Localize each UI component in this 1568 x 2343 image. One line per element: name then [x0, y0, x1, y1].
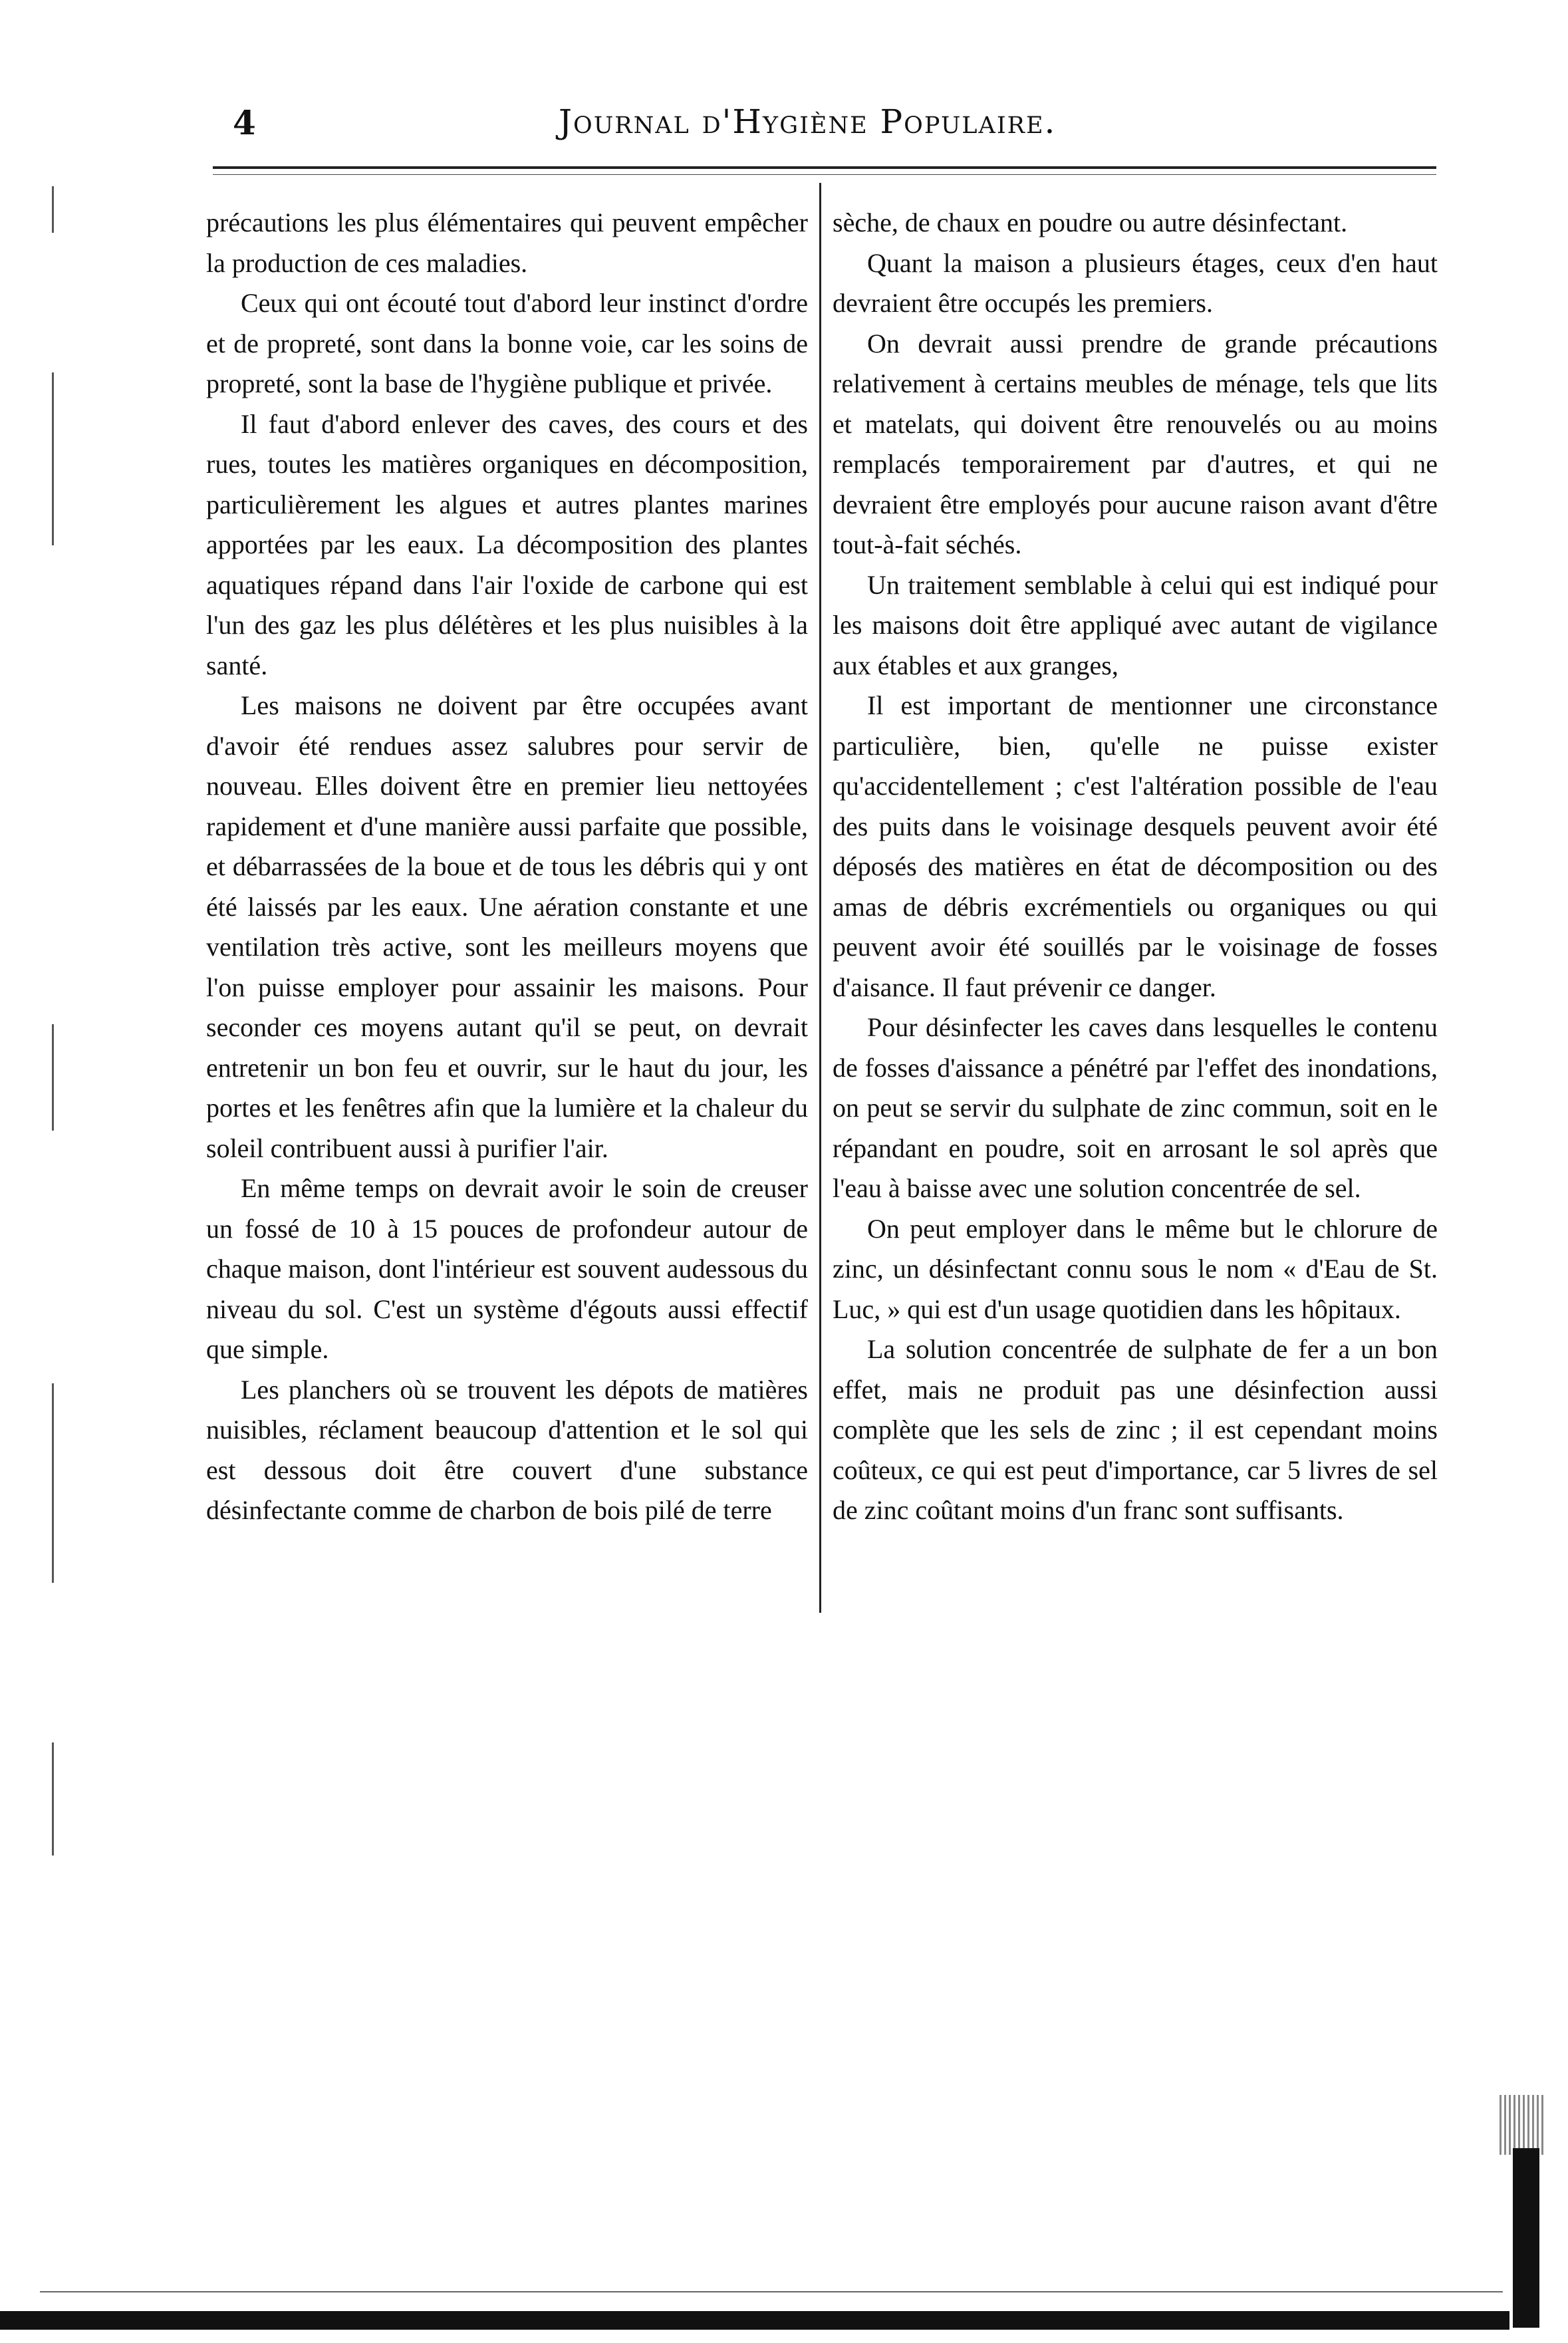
paragraph: Il faut d'abord enlever des caves, des cours et des rues, toutes les matières organiques en décomposition, particulièrement les algues et autres plantes marines apportées par les eaux. La décomposition des plantes aquatiques répand dans l'air l'oxide de carbone qui est l'un des gaz les plus délétères et les plus nuisibles à la santé. — [206, 408, 808, 680]
bottom-rule — [0, 2311, 1509, 2330]
paragraph: Ceux qui ont écouté tout d'abord leur instinct d'ordre et de propreté, sont dans la bonne voie, car les soins de propreté, sont la base de l'hygiène publique et privée. — [206, 288, 808, 398]
paragraph: En même temps on devrait avoir le soin de creuser un fossé de 10 à 15 pouces de profondeur autour de chaque maison, dont l'intérieur est souvent audessous du niveau du sol. C'est un système d'égouts aussi effectif que simple. — [206, 1173, 808, 1364]
paragraph: La solution concentrée de sulphate de fer a un bon effet, mais ne produit pas une désinfection aussi complète que les sels de zinc ; il est cependant moins coûteux, ce qui est peut d'importance, car 5 livres de sel de zinc coûtant moins d'un franc sont suffisants. — [833, 1334, 1438, 1525]
right-column — [833, 203, 1438, 1531]
header-rule — [213, 166, 1436, 169]
bottom-rule-thin — [40, 2291, 1503, 2292]
column-divider — [819, 183, 821, 1613]
paragraph: précautions les plus élémentaires qui peuvent empêcher la production de ces maladies. — [206, 207, 808, 278]
paragraph: Les maisons ne doivent par être occupées avant d'avoir été rendues assez salubres pour servir de nouveau. Elles doivent être en premier lieu nettoyées rapidement et d'une manière aussi parfaite que possible, et débarrassées de la boue et de tous les débris qui y ont été laissés par les eaux. Une aération constante et une ventilation très active, sont les meilleurs moyens que l'on puisse employer pour assainir les maisons. Pour seconder ces moyens autant qu'il se peut, on devrait entretenir un bon feu et ouvrir, sur le haut du jour, les portes et les fenêtres afin que la lumière et la chaleur du soleil contribuent aussi à purifier l'air. — [206, 690, 808, 1163]
paragraph: Il est important de mentionner une circonstance particulière, bien, qu'elle ne puisse exister qu'accidentellement ; c'est l'altération possible de l'eau des puits dans le voisinage desquels peuvent avoir été déposés des matières en état de décomposition ou des amas de débris excrémentiels ou organiques ou qui peuvent avoir été souillés par le voisinage de fosses d'aisance. Il faut prévenir ce danger. — [833, 690, 1438, 1002]
margin-tick — [52, 1383, 54, 1583]
paragraph: Un traitement semblable à celui qui est indiqué pour les maisons doit être appliqué avec autant de vigilance aux étables et aux granges, — [833, 569, 1438, 680]
edge-mark — [1513, 2148, 1539, 2328]
margin-tick — [52, 372, 54, 545]
page-number: 4 — [233, 103, 256, 142]
edge-mark-top — [1500, 2095, 1546, 2155]
paragraph: Les planchers où se trouvent les dépots de matières nuisibles, réclament beaucoup d'attention et le sol qui est dessous doit être couvert d'une substance désinfectante comme de charbon de bois pilé de terre — [206, 1374, 808, 1525]
paragraph: On devrait aussi prendre de grande précautions relativement à certains meubles de ménage, tels que lits et matelats, qui doivent être renouvelés ou au moins remplacés temporairement par d'autres, et qui ne devraient être employés pour aucune raison avant d'être tout-à-fait séchés. — [833, 328, 1438, 559]
paragraph: Quant la maison a plusieurs étages, ceux d'en haut devraient être occupés les premiers. — [833, 247, 1438, 318]
margin-tick — [52, 1024, 54, 1131]
margin-tick — [52, 186, 54, 233]
header-rule-thin — [213, 174, 1436, 175]
margin-tick — [52, 1742, 54, 1856]
running-title: Journal d'Hygiène Populaire. — [559, 102, 1057, 141]
left-column — [206, 203, 808, 1531]
paragraph: On peut employer dans le même but le chlorure de zinc, un désinfectant connu sous le nom « d'Eau de St. Luc, » qui est d'un usage quotidien dans les hôpitaux. — [833, 1213, 1438, 1324]
paragraph: sèche, de chaux en poudre ou autre désinfectant. — [833, 207, 1348, 237]
paragraph: Pour désinfecter les caves dans lesquelles le contenu de fosses d'aissance a pénétré par l'effet des inondations, on peut se servir du sulphate de zinc commun, soit en le répandant en poudre, soit en arrosant le sol après que l'eau à baisse avec une solution concentrée de sel. — [833, 1012, 1438, 1203]
